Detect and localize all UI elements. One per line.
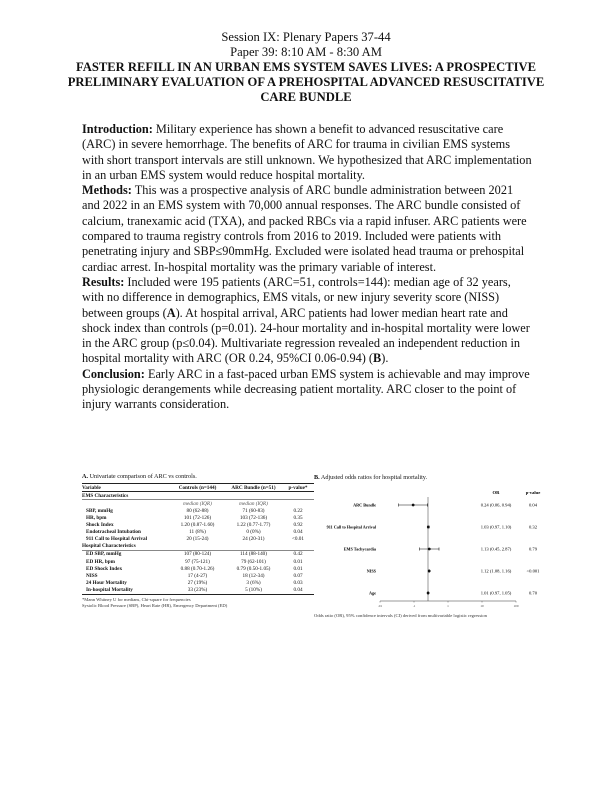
table-row [82, 579, 314, 586]
results-ref-b: B [373, 351, 382, 366]
odds-ratio-value: 1.01 (0.97, 1.05) [480, 590, 512, 596]
table-header-row [82, 484, 314, 492]
table-cell: 0.42 [293, 551, 303, 558]
panel-a-footnote [82, 597, 314, 609]
panel-a [82, 474, 314, 609]
page-header [0, 30, 612, 105]
table-cell: 27 (19%) [187, 579, 208, 586]
column-header: p-value* [282, 484, 314, 492]
forest-row-label: EMS Tachycardia [343, 546, 376, 552]
table-cell: 103 (72-136) [239, 515, 268, 522]
table-cell: 1.22 (0.77-1.77) [236, 522, 271, 529]
odds-ratio-point [428, 548, 431, 551]
p-value: 0.32 [528, 524, 538, 530]
table-cell: 0.03 [293, 579, 303, 586]
conclusion-label: Conclusion: [82, 366, 145, 381]
session-line: Session IX: Plenary Papers 37-44 [221, 30, 391, 44]
table-row [82, 558, 314, 565]
table-cell: 0.07 [293, 572, 303, 579]
column-header: Variable [82, 484, 170, 492]
table-cell: 3 (6%) [246, 579, 261, 586]
methods-label: Methods: [82, 183, 132, 198]
section-row [82, 543, 314, 551]
panel-b-caption: Adjusted odds ratios for hospital mortality. [319, 474, 428, 481]
x-tick-label: 10 [480, 604, 484, 608]
x-tick-label: 1 [447, 604, 449, 608]
table-row [82, 587, 314, 595]
panel-a-caption: Univariate comparison of ARC vs controls. [88, 473, 197, 480]
row-label: HR, bpm [86, 515, 107, 522]
table-cell: 0.92 [293, 522, 303, 529]
table-cell: 79 (62-101) [241, 558, 266, 565]
odds-ratio-point [428, 570, 431, 573]
results-paragraph [82, 275, 532, 367]
forest-row-label: Age [369, 590, 376, 596]
panel-b [314, 474, 544, 619]
odds-ratio-value: 1.03 (0.97, 1.10) [480, 524, 512, 530]
row-label: ED SBP, mmHg [86, 551, 122, 558]
results-text-3: ). [381, 351, 389, 366]
forest-row-label: ARC Bundle [353, 502, 376, 508]
odds-ratio-point [412, 504, 415, 507]
table-cell: 101 (72-126) [183, 515, 212, 522]
table-cell: 17 (4-27) [187, 572, 208, 579]
table-cell: 97 (75-121) [185, 558, 210, 565]
subheader-cell: median (IQR) [183, 500, 212, 507]
table-cell: 0.79 (0.50-1.05) [236, 565, 271, 572]
p-value: 0.79 [528, 546, 538, 552]
panel-b-label: B. [314, 474, 320, 481]
section-label: EMS Characteristics [82, 492, 314, 500]
table-cell: 24 (20-31) [242, 536, 265, 543]
introduction-label: Introduction: [82, 122, 153, 136]
table-cell: 0 (0%) [246, 529, 261, 536]
introduction-paragraph [82, 122, 532, 183]
table-row [82, 515, 314, 522]
table-cell: 5 (10%) [225, 587, 282, 595]
abstract-body [82, 122, 532, 413]
odds-ratio-point [427, 526, 430, 529]
table-cell: 114 (88-140) [239, 551, 268, 558]
table-row [82, 536, 314, 543]
or-column-header: OR [492, 490, 500, 495]
column-header: Controls (n=144) [170, 484, 225, 492]
table-cell: 20 (15-24) [186, 536, 209, 543]
row-label: Shock Index [86, 522, 114, 529]
table-cell: 18 (12-34) [242, 572, 265, 579]
table-cell: 0.04 [293, 529, 303, 536]
p-value: <0.001 [526, 568, 540, 574]
results-label: Results: [82, 274, 125, 289]
column-header: ARC Bundle (n=51) [225, 484, 282, 492]
odds-ratio-point [427, 592, 430, 595]
table-row [82, 565, 314, 572]
table-cell: 33 (23%) [170, 587, 225, 595]
row-label: NISS [86, 572, 98, 579]
table-row [82, 522, 314, 529]
table-row [82, 529, 314, 536]
subheader-row [82, 500, 314, 508]
subheader-cell: median (IQR) [239, 500, 268, 507]
table-cell: 0.22 [293, 507, 303, 514]
panel-a-label: A. [82, 473, 89, 480]
table-cell: 0.35 [293, 515, 303, 522]
table-cell: 0.01 [293, 565, 303, 572]
univariate-table [82, 483, 314, 594]
p-value: 0.70 [528, 590, 538, 596]
odds-ratio-value: 1.13 (0.45, 2.87) [480, 546, 512, 552]
table-row [82, 507, 314, 514]
row-label: In-hospital Mortality [82, 587, 170, 595]
row-label: 24 Hour Mortality [86, 579, 127, 586]
section-label: Hospital Characteristics [82, 543, 314, 551]
table-cell: 80 (62-88) [186, 507, 209, 514]
forest-row-label: NISS [366, 568, 376, 574]
table-cell: 107 (80-124) [183, 551, 212, 558]
table-row [82, 551, 314, 559]
row-label: Endotracheal Intubation [86, 529, 141, 536]
methods-paragraph [82, 183, 532, 275]
table-cell: <0.01 [291, 536, 304, 543]
forest-plot [314, 481, 544, 613]
forest-row-label: 911 Call to Hospital Arrival [326, 524, 376, 530]
introduction-text: Military experience has shown a benefit to advanced resuscitative care (ARC) in severe hemorrhage. The benefits of ARC for trauma in civilian EMS systems with short transport intervals are still unknown. We hypothesized that ARC implementation in an urban EMS system would reduce hospital mortality. [82, 122, 532, 182]
table-cell: 11 (8%) [189, 529, 206, 536]
table-cell: 71 (60-83) [242, 507, 265, 514]
results-text-2: ). At hospital arrival, ARC patients had lower median heart rate and shock index than controls (p=0.01). 24-hour mortality and in-hospital mortality were lower in the ARC group (p≤0.04). Multivariate regression revealed an independent reduction in hospital mortality with ARC (OR 0.24, 95%CI 0.06-0.94) ( [82, 305, 530, 366]
panel-b-footnote: Odds ratio (OR), 95% confidence intervals (CI) derived from multivariable logistic regression [314, 613, 487, 618]
table-cell: 0.01 [293, 558, 303, 565]
p-value-column-header: p-value [525, 490, 541, 495]
footnote-line: Systolic Blood Pressure (SBP), Heart Rate (HR), Emergency Department (ED) [82, 602, 228, 608]
paper-line: Paper 39: 8:10 AM - 8:30 AM [230, 45, 382, 59]
table-cell: 1.20 (0.87-1.60) [180, 522, 215, 529]
row-label: ED HR, bpm [86, 558, 115, 565]
conclusion-text: Early ARC in a fast-paced urban EMS system is achievable and may improve physiologic derangements while decreasing patient mortality. ARC closer to the point of injury warrants consideration. [82, 366, 530, 412]
footnote-line: *Mann Whitney U for medians, Chi-square for frequencies [82, 596, 191, 602]
x-tick-label: .1 [412, 604, 416, 608]
row-label: ED Shock Index [86, 565, 123, 572]
table-row [82, 572, 314, 579]
methods-text: This was a prospective analysis of ARC bundle administration between 2021 and 2022 in an EMS system with 70,000 annual responses. The ARC bundle consisted of calcium, tranexamic acid (TXA), and packed RBCs via a rapid infuser. ARC patients were compared to trauma registry controls from 2016 to 2019. Included were patients with penetrating injury and SBP≤90mmHg. Excluded were isolated head trauma or prehospital cardiac arrest. In-hospital mortality was the primary variable of interest. [82, 183, 527, 274]
table-cell: 0.88 (0.70-1.26) [180, 565, 215, 572]
paper-title: FASTER REFILL IN AN URBAN EMS SYSTEM SAVES LIVES: A PROSPECTIVE PRELIMINARY EVALUATION OF A PREHOSPITAL ADVANCED RESUSCITATIVE CARE BUNDLE [67, 60, 545, 104]
table-cell: 0.04 [282, 587, 314, 595]
x-tick-label: 100 [513, 604, 519, 608]
conclusion-paragraph [82, 367, 532, 413]
odds-ratio-value: 0.24 (0.06, 0.94) [480, 502, 512, 508]
odds-ratio-value: 1.12 (1.08, 1.16) [480, 568, 512, 574]
section-row [82, 492, 314, 500]
row-label: SBP, mmHg [86, 507, 113, 514]
row-label: 911 Call to Hospital Arrival [86, 536, 148, 543]
p-value: 0.04 [528, 502, 538, 508]
panel-a-title [82, 474, 314, 480]
panel-b-title [314, 474, 544, 481]
results-text-1: Included were 195 patients (ARC=51, controls=144): median age of 32 years, with no difference in demographics, EMS vitals, or new injury severity score (NISS) between groups ( [82, 274, 511, 320]
results-ref-a: A [166, 305, 176, 320]
x-tick-label: .01 [377, 604, 383, 608]
